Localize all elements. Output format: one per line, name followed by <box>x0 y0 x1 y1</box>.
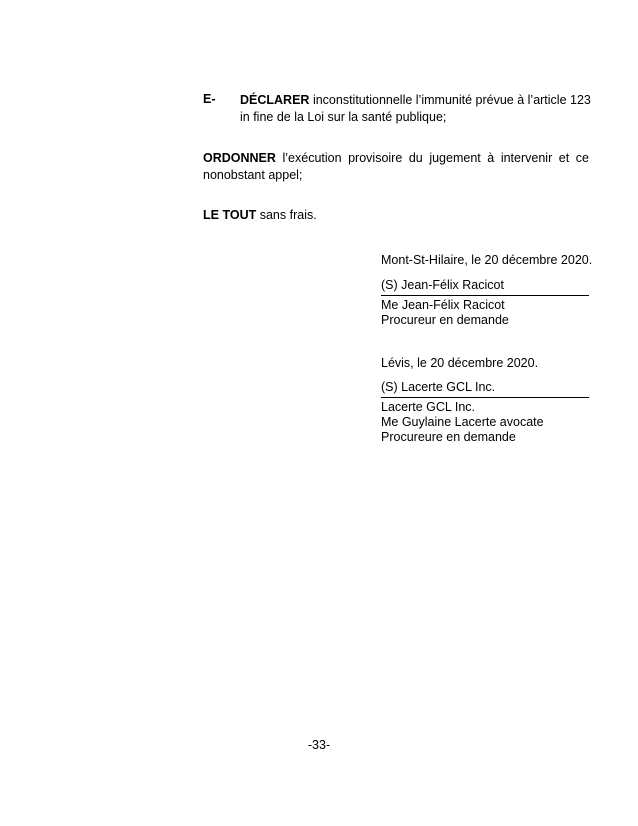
signature-1-block <box>381 278 593 328</box>
signature-1-name: Me Jean-Félix Racicot <box>381 298 505 312</box>
item-verb: DÉCLARER <box>240 93 310 107</box>
signature-2-role: Procureure en demande <box>381 430 516 444</box>
item-text: inconstitutionnelle l’immunité prévue à l’article 123 in fine de la Loi sur la santé publique; <box>240 93 591 124</box>
item-body <box>240 92 592 126</box>
signature-2-name: Me Guylaine Lacerte avocate <box>381 415 544 429</box>
signature-2-firm: Lacerte GCL Inc. <box>381 400 476 414</box>
signature-1-role: Procureur en demande <box>381 313 509 327</box>
ordonner-text: l’exécution provisoire du jugement à intervenir et ce nonobstant appel; <box>203 151 589 182</box>
page-number: -33- <box>307 738 331 752</box>
signature-1-place-date: Mont-St-Hilaire, le 20 décembre 2020. <box>381 253 593 267</box>
signature-2-signed: (S) Lacerte GCL Inc. <box>381 380 496 394</box>
signature-2-place-date: Lévis, le 20 décembre 2020. <box>381 356 539 370</box>
signature-2-line <box>381 397 589 398</box>
signature-1-signed: (S) Jean-Félix Racicot <box>381 278 504 292</box>
item-label: E- <box>203 92 216 106</box>
signature-1-line <box>381 295 589 296</box>
le-tout-verb: LE TOUT <box>203 208 257 222</box>
le-tout-text: sans frais. <box>259 208 317 222</box>
conclusion-le-tout <box>203 207 589 224</box>
signature-2-block <box>381 380 593 445</box>
ordonner-verb: ORDONNER <box>203 151 276 165</box>
conclusion-ordonner <box>203 150 589 184</box>
